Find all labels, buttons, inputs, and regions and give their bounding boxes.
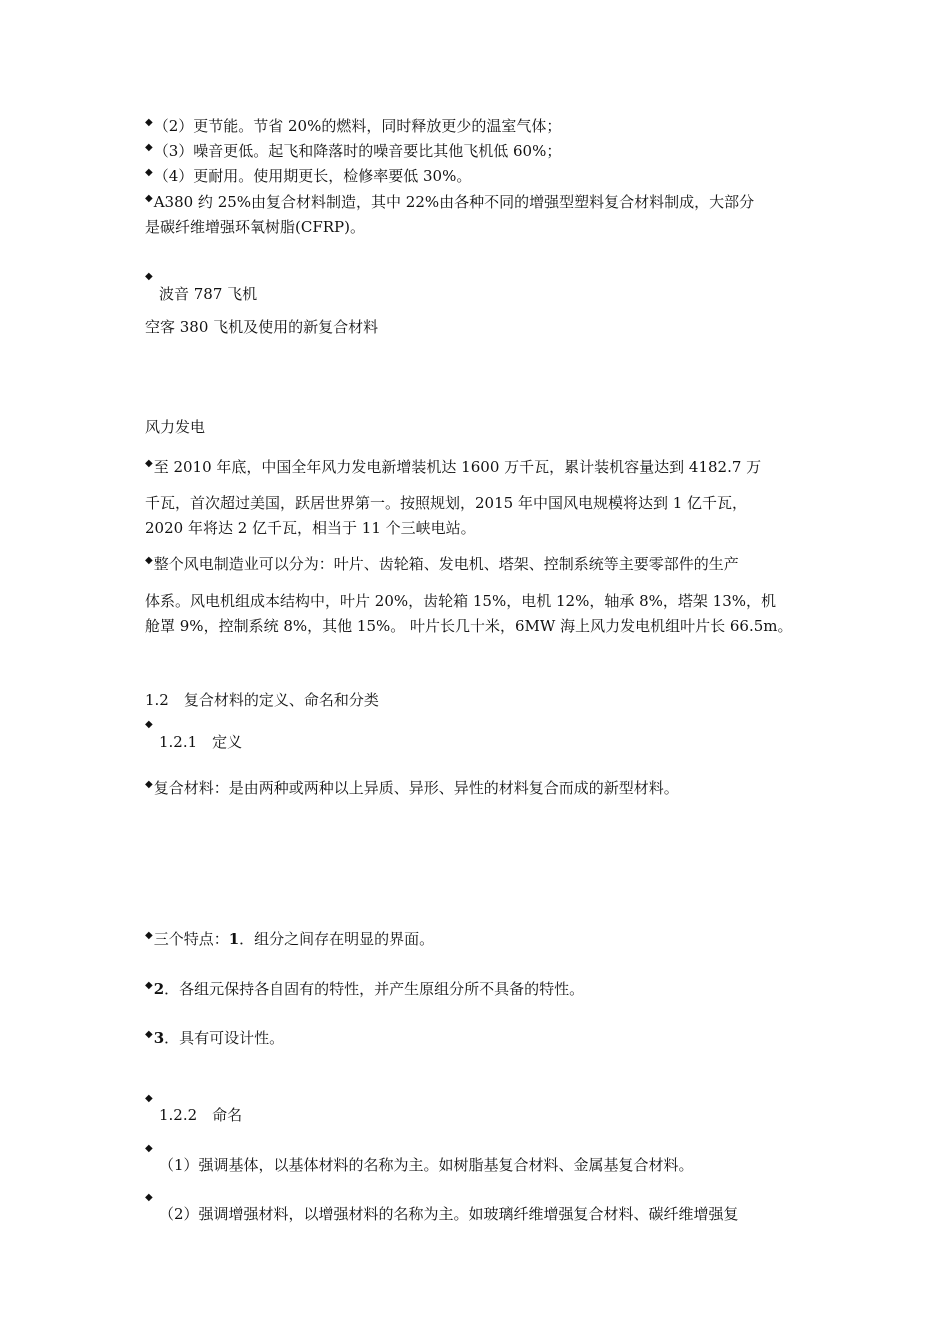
diamond-bullet-icon: ◆ <box>145 1029 153 1040</box>
diamond-bullet-icon: ◆ <box>145 142 153 153</box>
diamond-bullet-icon: ◆ <box>145 930 153 941</box>
paragraph-line: 2020 年将达 2 亿千瓦，相当于 11 个三峡电站。 <box>145 519 476 537</box>
paragraph-line: ◆复合材料：是由两种或两种以上异质、异形、异性的材料复合而成的新型材料。 <box>145 778 679 798</box>
diamond-bullet-icon: ◆ <box>145 271 153 282</box>
paragraph-line: ◆整个风电制造业可以分为：叶片、齿轮箱、发电机、塔架、控制系统等主要零部件的生产 <box>145 554 739 574</box>
list-item: ◆3．具有可设计性。 <box>145 1028 284 1048</box>
diamond-bullet-icon: ◆ <box>145 779 153 790</box>
figure-caption: 空客 380 飞机及使用的新复合材料 <box>145 318 379 336</box>
diamond-bullet-icon: ◆ <box>145 167 153 178</box>
subsection-heading: 1.2.2 命名 <box>159 1106 243 1124</box>
section-heading: 1.2 复合材料的定义、命名和分类 <box>145 691 379 709</box>
diamond-bullet-icon: ◆ <box>145 980 153 991</box>
list-item: （1）强调基体，以基体材料的名称为主。如树脂基复合材料、金属基复合材料。 <box>159 1156 694 1174</box>
paragraph-line: 千瓦，首次超过美国，跃居世界第一。按照规划，2015 年中国风电规模将达到 1 亿千瓦， <box>145 494 748 512</box>
diamond-bullet-icon: ◆ <box>145 1192 153 1203</box>
diamond-bullet-icon: ◆ <box>145 719 153 730</box>
paragraph-line: 体系。风电机组成本结构中，叶片 20%，齿轮箱 15%，电机 12%，轴承 8%，塔架 13%，机 <box>145 592 776 610</box>
diamond-bullet-icon: ◆ <box>145 193 153 204</box>
figure-caption: 波音 787 飞机 <box>159 285 258 303</box>
list-item: ◆三个特点：1．组分之间存在明显的界面。 <box>145 929 434 949</box>
diamond-bullet-icon: ◆ <box>145 117 153 128</box>
section-heading: 风力发电 <box>145 418 206 436</box>
paragraph-line: ◆至 2010 年底，中国全年风力发电新增装机达 1600 万千瓦，累计装机容量达到 4182.7 万 <box>145 457 761 477</box>
list-item: ◆A380 约 25%由复合材料制造，其中 22%由各种不同的增强型塑料复合材料制成，大部分 <box>145 192 754 212</box>
diamond-bullet-icon: ◆ <box>145 555 153 566</box>
diamond-bullet-icon: ◆ <box>145 458 153 469</box>
paragraph-line: 是碳纤维增强环氧树脂(CFRP)。 <box>145 218 365 236</box>
subsection-heading: 1.2.1 定义 <box>159 733 243 751</box>
list-item: ◆2．各组元保持各自固有的特性，并产生原组分所不具备的特性。 <box>145 979 584 999</box>
list-item: ◆（3）噪音更低。起飞和降落时的噪音要比其他飞机低 60%； <box>145 141 561 161</box>
diamond-bullet-icon: ◆ <box>145 1093 153 1104</box>
list-item: ◆（4）更耐用。使用期更长，检修率要低 30%。 <box>145 166 471 186</box>
paragraph-line: 舱罩 9%，控制系统 8%，其他 15%。 叶片长几十米，6MW 海上风力发电机组叶片长 66.5m。 <box>145 617 793 635</box>
diamond-bullet-icon: ◆ <box>145 1143 153 1154</box>
list-item: （2）强调增强材料，以增强材料的名称为主。如玻璃纤维增强复合材料、碳纤维增强复 <box>159 1205 739 1223</box>
list-item: ◆（2）更节能。节省 20%的燃料，同时释放更少的温室气体； <box>145 116 561 136</box>
